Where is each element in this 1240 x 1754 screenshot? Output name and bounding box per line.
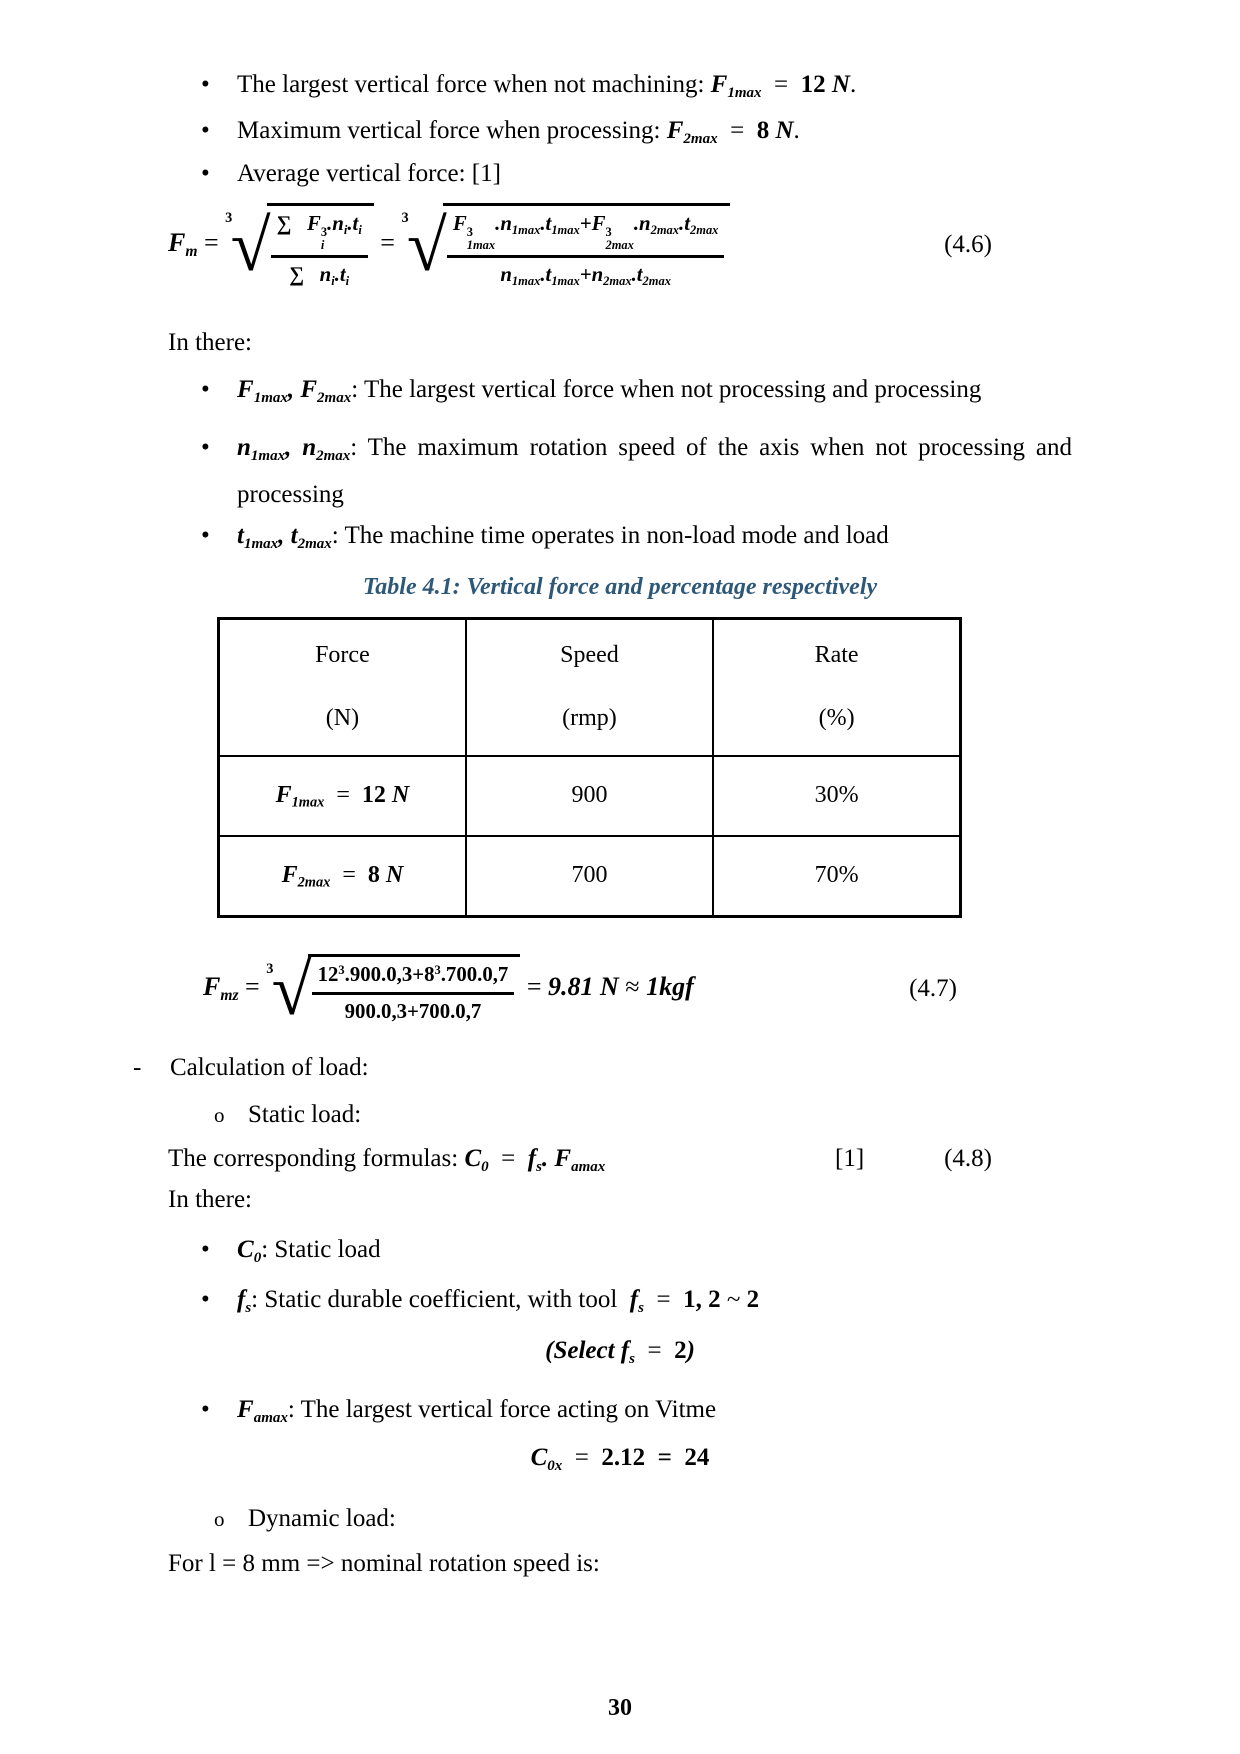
force-cell	[219, 756, 466, 836]
table-header-row	[219, 618, 961, 756]
dash-icon: -	[133, 1053, 142, 1081]
formula-4-8-row	[168, 1144, 1072, 1175]
equation-4-7-number: (4.7)	[909, 975, 957, 1003]
circle-item	[168, 1504, 1072, 1534]
dash-item	[133, 1053, 1072, 1083]
bullet-icon: •	[201, 433, 210, 461]
circle-text: Dynamic load:	[248, 1504, 396, 1532]
bullet-text: $f_s$: Static durable coefficient, with tool $f_s = 1$, 2 ~ 2	[237, 1286, 760, 1317]
bullet-text: Maximum vertical force when processing: $F_{2max} = 8$ N.	[237, 116, 800, 147]
bullet-item	[168, 521, 1072, 552]
bullet-item	[168, 1285, 1072, 1316]
equation-4-6-row	[168, 203, 1072, 288]
bullet-item	[168, 424, 1072, 518]
bullet-text: $t_{1max}$, $t_{2max}$: The machine time operates in non-load mode and load	[237, 521, 889, 552]
rate-cell: 70%	[713, 836, 960, 917]
bullet-icon: •	[201, 116, 210, 144]
bullet-text: The largest vertical force when not machining: $F_{1max} = 12$ N.	[237, 71, 857, 101]
bullet-item	[168, 116, 1072, 147]
header-unit: (rmp)	[562, 705, 617, 732]
force-value: $F_{1max} = 12$ N	[275, 781, 410, 811]
bullet-text: $C_0$: Static load	[237, 1235, 381, 1266]
speed-cell: 700	[466, 836, 713, 917]
bullet-icon: •	[201, 1286, 210, 1314]
circle-icon: o	[214, 1506, 225, 1531]
header-label: Rate	[814, 642, 859, 669]
force-cell	[219, 836, 466, 917]
select-fs-equation: (Select $f_s = 2$)	[545, 1337, 695, 1367]
equation-4-6: $F_m$ = 3 √ ∑ F 3 i $.n_i.t_i$ ∑ $n_i.t_i$ = 3 √ F 3 1max $.n_{1max}.t_{1max}+F$ 3 2max $.n_{2max}.t_{2max}$ $n_{1max}.t_{1max}+n_{2max}.t_{2max}$	[168, 228, 730, 257]
bullet-icon: •	[201, 521, 210, 549]
table-header-force	[219, 618, 466, 756]
in-there-label: In there:	[168, 329, 252, 357]
bullet-text: $F_{amax}$: The largest vertical force acting on Vitme	[237, 1395, 717, 1426]
force-value: $F_{2max} = 8$ N	[281, 861, 404, 891]
bullet-item	[168, 1395, 1072, 1426]
in-there-label: In there:	[168, 1185, 252, 1213]
formula-intro: The corresponding formulas:	[168, 1144, 465, 1172]
equation-4-6-number: (4.6)	[944, 231, 992, 259]
bullet-icon: •	[201, 1235, 210, 1263]
reference-1: [1]	[835, 1144, 865, 1172]
bullet-text: Average vertical force: [1]	[237, 159, 501, 187]
header-label: Speed	[560, 642, 619, 669]
speed-cell: 900	[466, 756, 713, 836]
bullet-icon: •	[201, 1395, 210, 1423]
table-row	[219, 756, 961, 836]
bullet-item	[168, 159, 1072, 189]
c0x-equation: $C_{0x} = 2.12 = 24$	[530, 1443, 710, 1474]
rate-cell: 30%	[713, 756, 960, 836]
table-row	[219, 836, 961, 917]
bullet-text: $F_{1max}$, $F_{2max}$: The largest vertical force when not processing and processing	[237, 376, 982, 406]
equation-4-8: $C_0 = f_s$. $F_{amax}$	[464, 1144, 606, 1175]
header-label: Force	[315, 642, 370, 669]
equation-4-7-row	[203, 948, 1072, 1030]
circle-item	[168, 1100, 1072, 1130]
table-header-speed	[466, 618, 713, 756]
circle-text: Static load:	[248, 1100, 362, 1128]
circle-icon: o	[214, 1102, 225, 1127]
bullet-icon: •	[201, 376, 210, 404]
equation-4-7: $F_{mz}$ = 3 √ $\frac{12^3.900.0,3+8^3.700.0,7}{900.0,3+700.0,7}$ = 9.81 N ≈ 1kgf	[203, 948, 694, 1030]
table-caption: Table 4.1: Vertical force and percentage respectively	[362, 573, 878, 600]
equation-4-8-number: (4.8)	[944, 1144, 992, 1172]
bullet-item	[168, 1235, 1072, 1266]
vertical-force-table	[217, 617, 962, 918]
bullet-icon: •	[201, 71, 210, 98]
bullet-text: $n_{1max}$, $n_{2max}$: The maximum rotation speed of the axis when not processing and processing	[237, 433, 1072, 508]
bullet-item	[168, 70, 1072, 101]
dash-text: Calculation of load:	[170, 1053, 369, 1081]
bullet-item	[168, 375, 1072, 406]
header-unit: (N)	[325, 705, 360, 732]
table-header-rate	[713, 618, 960, 756]
page-number: 30	[608, 1695, 632, 1721]
header-unit: (%)	[818, 705, 855, 732]
bullet-icon: •	[201, 159, 210, 187]
closing-text: For l = 8 mm => nominal rotation speed is:	[168, 1549, 600, 1577]
